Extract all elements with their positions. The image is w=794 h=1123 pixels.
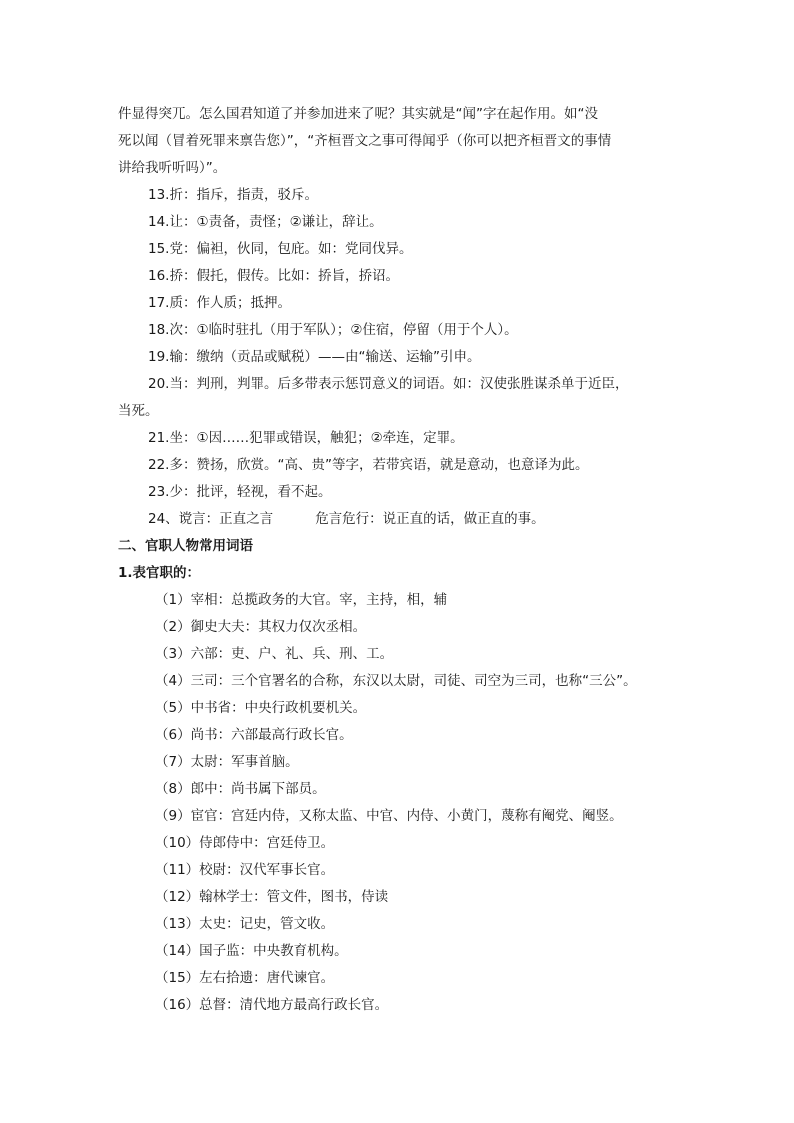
vocab-item-14: 14.让：①责备，责怪；②谦让，辞让。 (148, 214, 383, 230)
vocab-item-20-cont: 当死。 (118, 403, 159, 419)
vocab-item-18: 18.次：①临时驻扎（用于军队）；②住宿，停留（用于个人）。 (148, 322, 518, 338)
office-item-13: （13）太史：记史，管文收。 (155, 916, 335, 932)
office-item-12: （12）翰林学士：管文件，图书，侍读 (155, 889, 389, 905)
office-item-9: （9）宦官：宫廷内侍，又称太监、中官、内侍、小黄门，蔑称有阉党、阉竖。 (155, 808, 623, 824)
vocab-item-19: 19.输：缴纳（贡品或赋税）——由“输送、运输”引申。 (148, 349, 481, 365)
vocab-item-23: 23.少：批评，轻视，看不起。 (148, 484, 332, 500)
vocab-item-24-left: 24、谠言：正直之言 (148, 511, 274, 527)
vocab-item-22: 22.多：赞扬，欣赏。“高、贵”等字，若带宾语，就是意动，也意译为此。 (148, 457, 589, 473)
office-item-3: （3）六部：吏、户、礼、兵、刑、工。 (155, 646, 394, 662)
vocab-item-13: 13.折：指斥，指责，驳斥。 (148, 187, 318, 203)
office-item-16: （16）总督：清代地方最高行政长官。 (155, 997, 389, 1013)
office-item-11: （11）校尉：汉代军事长官。 (155, 862, 335, 878)
vocab-item-20: 20.当：判刑，判罪。后多带表示惩罚意义的词语。如：汉使张胜谋杀单于近臣， (148, 376, 629, 392)
vocab-item-17: 17.质：作人质；抵押。 (148, 295, 291, 311)
vocab-item-24-right: 危言危行：说正直的话，做正直的事。 (315, 511, 545, 527)
intro-line-2: 死以闻（冒着死罪来禀告您）”，“齐桓晋文之事可得闻乎（你可以把齐桓晋文的事情 (118, 133, 612, 149)
office-item-8: （8）郎中：尚书属下部员。 (155, 781, 326, 797)
sub-title: 1.表官职的： (118, 565, 201, 581)
office-item-1: （1）宰相：总揽政务的大官。宰，主持，相，辅 (155, 592, 448, 608)
office-item-4: （4）三司：三个官署名的合称，东汉以太尉，司徒、司空为三司，也称“三公”。 (155, 673, 637, 689)
office-item-5: （5）中书省：中央行政机要机关。 (155, 700, 367, 716)
office-item-7: （7）太尉：军事首脑。 (155, 754, 299, 770)
section-title: 二、官职人物常用词语 (118, 538, 253, 554)
office-item-15: （15）左右拾遗：唐代谏官。 (155, 970, 335, 986)
vocab-item-16: 16.挢：假托，假传。比如：挢旨，挢诏。 (148, 268, 399, 284)
intro-line-3: 讲给我听听吗）”。 (118, 160, 227, 176)
office-item-14: （14）国子监：中央教育机构。 (155, 943, 348, 959)
vocab-item-15: 15.党：偏袒，伙同，包庇。如：党同伐异。 (148, 241, 413, 257)
vocab-item-21: 21.坐：①因……犯罪或错误，触犯；②牵连，定罪。 (148, 430, 464, 446)
vocab-item-24 (148, 509, 545, 529)
office-item-6: （6）尚书：六部最高行政长官。 (155, 727, 353, 743)
office-item-2: （2）御史大夫：其权力仅次丞相。 (155, 619, 367, 635)
office-item-10: （10）侍郎侍中：宫廷侍卫。 (155, 835, 335, 851)
intro-line-1: 件显得突兀。怎么国君知道了并参加进来了呢？其实就是“闻”字在起作用。如“没 (118, 106, 598, 122)
